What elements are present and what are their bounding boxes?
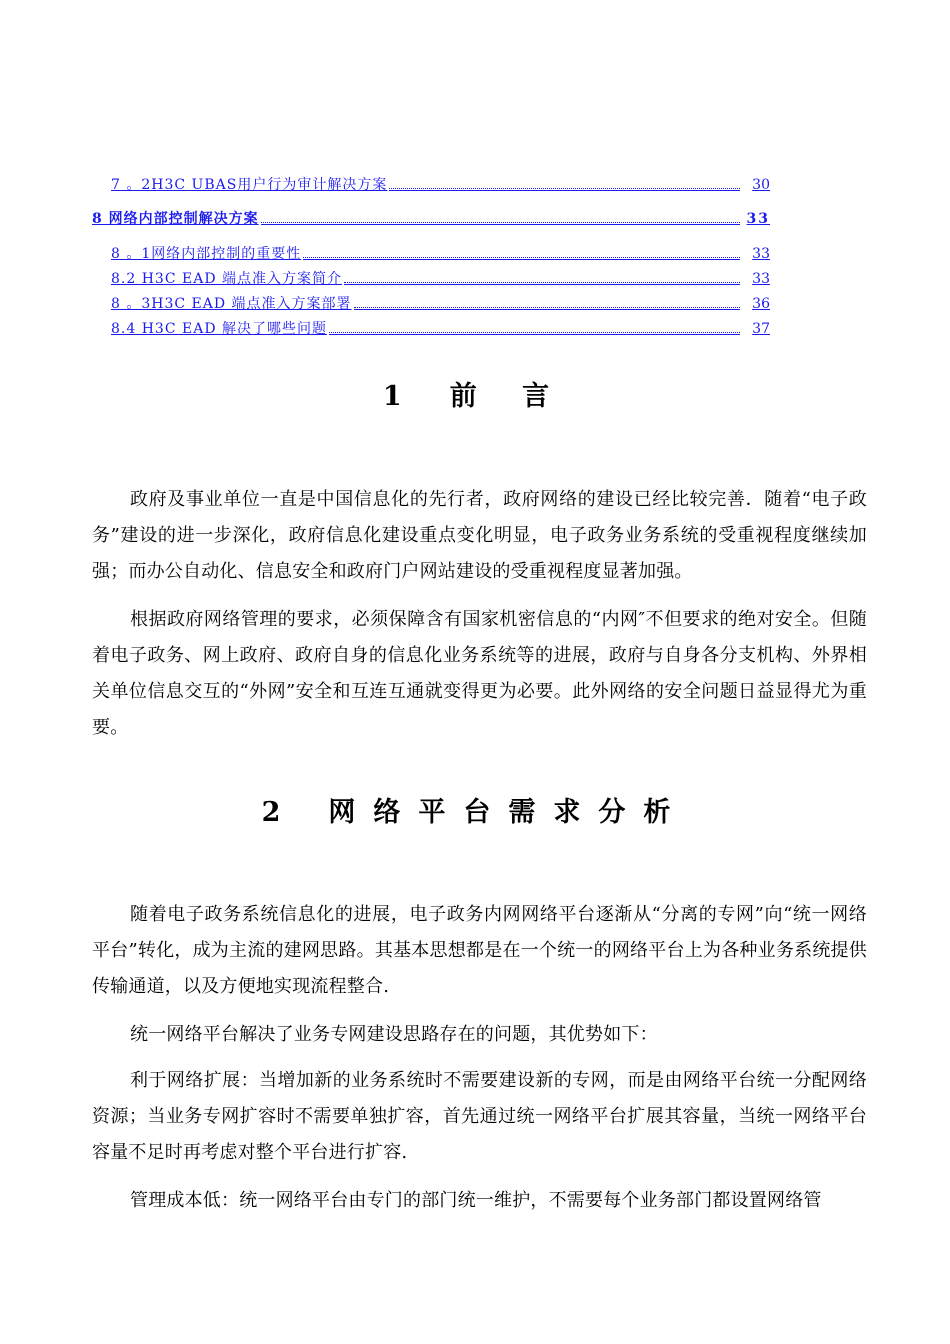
section-2-paragraph-3: 利于网络扩展：当增加新的业务系统时不需要建设新的专网，而是由网络平台统一分配网络资源；当业务专网扩容时不需要单独扩容，首先通过统一网络平台扩展其容量，当统一网络平台容量不足时再考虑对整个平台进行扩容. xyxy=(92,1070,867,1163)
toc-entry-page: 33 xyxy=(752,271,770,287)
section-2-paragraph-2: 统一网络平台解决了业务专网建设思路存在的问题，其优势如下： xyxy=(130,1024,658,1045)
toc-entry-text: 8 。1网络内部控制的重要性 xyxy=(111,246,302,262)
toc-entry-7-2[interactable] xyxy=(111,174,770,194)
toc-entry-text: 8.2 H3C EAD 端点准入方案简介 xyxy=(111,271,342,287)
toc-entry-8-1[interactable] xyxy=(111,243,770,263)
toc-entry-page: 33 xyxy=(752,246,770,262)
toc-entry-8[interactable] xyxy=(92,208,770,228)
toc-leader xyxy=(354,306,740,308)
section-1-paragraph-1: 政府及事业单位一直是中国信息化的先行者，政府网络的建设已经比较完善．随着“电子政务”建设的进一步深化，政府信息化建设重点变化明显，电子政务业务系统的受重视程度继续加强；而办公自动化、信息安全和政府门户网站建设的受重视程度显著加强。 xyxy=(92,489,867,582)
section-number: 1 xyxy=(382,381,402,412)
toc-entry-page: 33 xyxy=(746,211,770,227)
toc-leader xyxy=(329,331,740,333)
section-2-heading xyxy=(0,790,950,829)
section-2-paragraph-4: 管理成本低：统一网络平台由专门的部门统一维护，不需要每个业务部门都设置网络管 xyxy=(130,1190,822,1211)
toc-entry-page: 37 xyxy=(752,321,770,337)
toc-leader xyxy=(344,281,740,283)
section-1-heading xyxy=(0,374,950,413)
section-number: 2 xyxy=(261,797,281,828)
toc-entry-text: 8 网络内部控制解决方案 xyxy=(92,211,259,227)
toc-entry-page: 30 xyxy=(752,177,770,193)
toc-leader xyxy=(261,221,740,223)
toc-entry-text: 8.4 H3C EAD 解决了哪些问题 xyxy=(111,321,327,337)
toc-entry-8-2[interactable] xyxy=(111,268,770,288)
toc-entry-8-4[interactable] xyxy=(111,318,770,338)
section-title: 前 言 xyxy=(449,381,568,412)
toc-leader xyxy=(389,187,740,189)
toc-leader xyxy=(303,256,740,258)
section-2-paragraph-1: 随着电子政务系统信息化的进展，电子政务内网网络平台逐渐从“分离的专网”向“统一网络平台”转化，成为主流的建网思路。其基本思想都是在一个统一的网络平台上为各种业务系统提供传输通道，以及方便地实现流程整合. xyxy=(92,904,867,997)
section-1-paragraph-2: 根据政府网络管理的要求，必须保障含有国家机密信息的“内网″不但要求的绝对安全。但随着电子政务、网上政府、政府自身的信息化业务系统等的进展，政府与自身各分支机构、外界相关单位信息交互的“外网”安全和互连互通就变得更为必要。此外网络的安全问题日益显得尤为重要。 xyxy=(92,609,867,738)
toc-entry-text: 8 。3H3C EAD 端点准入方案部署 xyxy=(111,296,352,312)
toc-entry-8-3[interactable] xyxy=(111,293,770,313)
section-title: 网络平台需求分析 xyxy=(328,797,689,828)
toc-entry-text: 7 。2H3C UBAS用户行为审计解决方案 xyxy=(111,177,388,193)
toc-entry-page: 36 xyxy=(752,296,770,312)
